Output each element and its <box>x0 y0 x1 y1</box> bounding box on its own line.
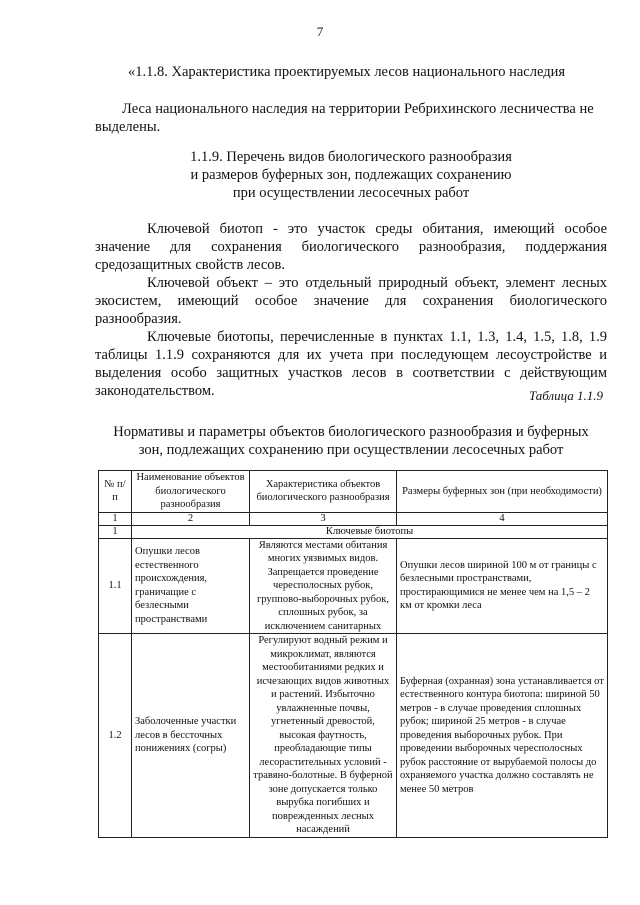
table-title <box>95 423 607 459</box>
row-object-name: Опушки лесов естественного происхождения, граничащие с безлесными пространствами <box>132 538 250 634</box>
paragraph-no-forests: Леса национального наследия на территории Ребрихинского лесничества не выделены. <box>95 101 594 135</box>
header-buffer-size: Размеры буферных зон (при необходимости) <box>397 471 608 513</box>
heading-line: и размеров буферных зон, подлежащих сохранению <box>190 167 512 183</box>
column-number: 1 <box>99 512 132 525</box>
section-number: 1 <box>99 525 132 538</box>
paragraph-key-biotopes-list: Ключевые биотопы, перечисленные в пунктах 1.1, 1.3, 1.4, 1.5, 1.8, 1.9 таблицы 1.1.9 сохраняются для их учета при последующем лесоустройстве и выделения особо защитных участков лесов в соответствии с действующим законодательством. <box>95 329 607 399</box>
row-characteristic: Являются местами обитания многих уязвимых видов. Запрещается проведение чересполосных рубок, группово-выборочных рубок, сплошных рубок, за исключением санитарных <box>250 538 397 634</box>
biodiversity-table <box>98 470 608 838</box>
table-row <box>99 538 608 634</box>
row-characteristic: Регулируют водный режим и микроклимат, являются местообитаниями редких и исчезающих видов животных и растений. Избыточно увлажненные почвы, угнетенный древостой, высокая фаутность, преобладающие типы лесорастительных условий - травяно-болотные. В буферной зоне допускается только вырубка погибших и поврежденных лесных насаждений <box>250 634 397 838</box>
section-row <box>99 525 608 538</box>
heading-line: 1.1.9. Перечень видов биологического разнообразия <box>190 149 512 165</box>
row-number: 1.2 <box>99 634 132 838</box>
header-characteristic: Характеристика объектов биологического разнообразия <box>250 471 397 513</box>
column-number-row <box>99 512 608 525</box>
column-number: 3 <box>250 512 397 525</box>
header-object-name: Наименование объектов биологического разнообразия <box>132 471 250 513</box>
row-buffer-size: Буферная (охранная) зона устанавливается от естественного контура биотопа: шириной 50 метров - в случае проведения сплошных рубок; шириной 25 метров - в случае проведения выборочных рубок. При проведении выборочных чересполосных рубок расстояние от вырубаемой полосы до охраняемого участка должно составлять не менее 50 метров <box>397 634 608 838</box>
table-row <box>99 634 608 838</box>
heading-line: при осуществлении лесосечных работ <box>232 185 470 201</box>
table-title-line: Нормативы и параметры объектов биологического разнообразия и буферных <box>113 424 589 440</box>
table-label: Таблица 1.1.9 <box>528 388 603 403</box>
row-buffer-size: Опушки лесов шириной 100 м от границы с безлесными пространствами, простирающимися не менее чем на 1,5 – 2 км от кромки леса <box>397 538 608 634</box>
page-number: 7 <box>316 24 324 39</box>
table-title-line: зон, подлежащих сохранению при осуществлении лесосечных работ <box>138 442 564 458</box>
row-object-name: Заболоченные участки лесов в бессточных понижениях (согры) <box>132 634 250 838</box>
section-title: Ключевые биотопы <box>132 525 608 538</box>
section-heading-1-1-9 <box>95 148 607 202</box>
column-number: 4 <box>397 512 608 525</box>
table-header-row <box>99 471 608 513</box>
row-number: 1.1 <box>99 538 132 634</box>
section-heading-1-1-8: «1.1.8. Характеристика проектируемых лесов национального наследия <box>128 64 566 80</box>
paragraph-key-biotope: Ключевой биотоп - это участок среды обитания, имеющий особое значение для сохранения биологического разнообразия, поддержания средозащитных свойств лесов. <box>95 221 607 273</box>
paragraph-key-object: Ключевой объект – это отдельный природный объект, элемент лесных экосистем, имеющий особое значение для сохранения биологического разнообразия. <box>95 275 607 327</box>
header-number: № п/п <box>99 471 132 513</box>
column-number: 2 <box>132 512 250 525</box>
